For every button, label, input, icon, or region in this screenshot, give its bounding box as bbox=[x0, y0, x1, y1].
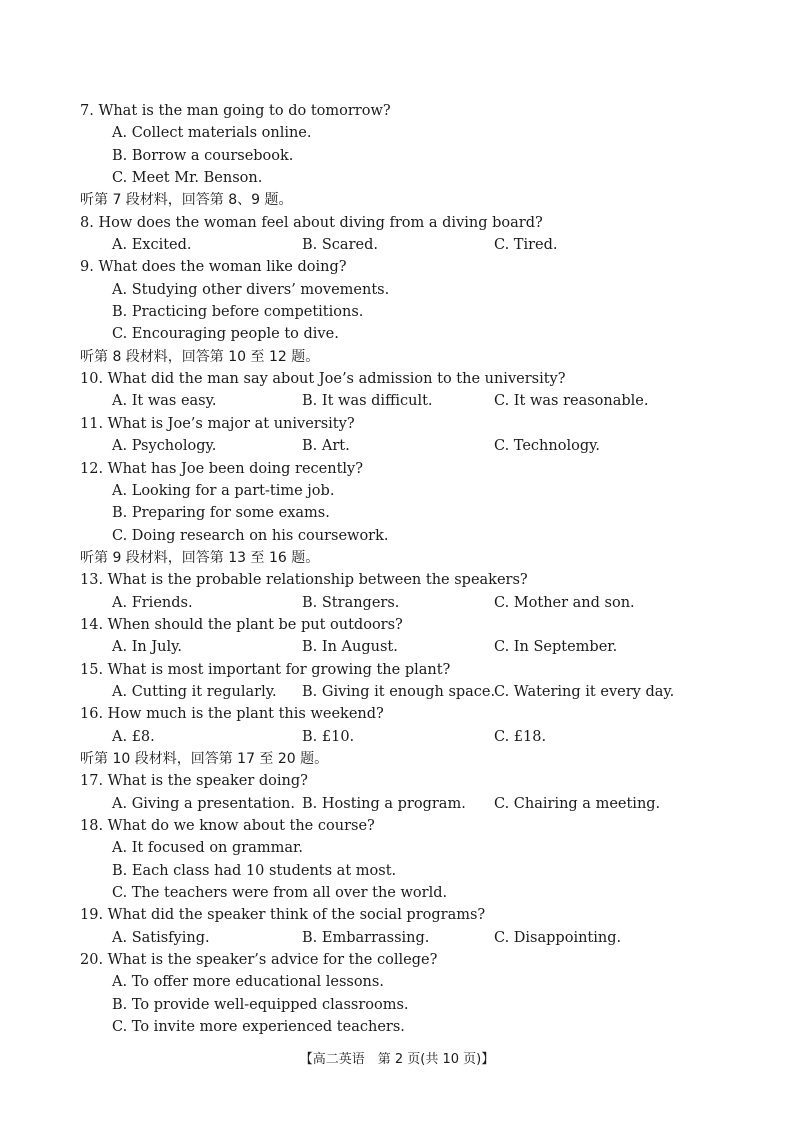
option-14b: B. In August. bbox=[302, 639, 398, 656]
option-20a: A. To offer more educational lessons. bbox=[112, 974, 384, 991]
question-list bbox=[80, 100, 680, 1038]
question-18: 18. What do we know about the course? bbox=[80, 818, 375, 834]
option-10a: A. It was easy. bbox=[112, 393, 217, 410]
option-11c: C. Technology. bbox=[494, 438, 600, 455]
section-heading-9: 听第 9 段材料，回答第 13 至 16 题。 bbox=[80, 549, 320, 566]
option-15a: A. Cutting it regularly. bbox=[112, 683, 277, 700]
option-15c: C. Watering it every day. bbox=[494, 683, 675, 700]
option-17c: C. Chairing a meeting. bbox=[494, 795, 661, 812]
section-heading-7: 听第 7 段材料，回答第 8、9 题。 bbox=[80, 192, 293, 209]
question-14: 14. When should the plant be put outdoors? bbox=[80, 616, 403, 633]
option-16a: A. £8. bbox=[112, 728, 155, 745]
option-10c: C. It was reasonable. bbox=[494, 393, 649, 410]
option-17a: A. Giving a presentation. bbox=[112, 795, 295, 812]
option-7b: B. Borrow a coursebook. bbox=[112, 147, 294, 164]
options-16 bbox=[80, 726, 680, 748]
option-13a: A. Friends. bbox=[112, 594, 193, 611]
section-heading-8: 听第 8 段材料，回答第 10 至 12 题。 bbox=[80, 348, 320, 365]
question-9: 9. What does the woman like doing? bbox=[80, 259, 347, 276]
option-12c: C. Doing research on his coursework. bbox=[112, 527, 389, 544]
question-11: 11. What is Joe’s major at university? bbox=[80, 415, 355, 432]
option-18b: B. Each class had 10 students at most. bbox=[112, 862, 397, 879]
options-13 bbox=[80, 592, 680, 614]
option-15b: B. Giving it enough space. bbox=[302, 683, 496, 700]
question-8: 8. How does the woman feel about diving from a diving board? bbox=[80, 214, 543, 231]
option-17b: B. Hosting a program. bbox=[302, 795, 466, 812]
option-19a: A. Satisfying. bbox=[112, 929, 210, 946]
option-20c: C. To invite more experienced teachers. bbox=[112, 1019, 405, 1036]
option-14c: C. In September. bbox=[494, 639, 618, 656]
question-20: 20. What is the speaker’s advice for the college? bbox=[80, 952, 438, 969]
option-14a: A. In July. bbox=[112, 639, 183, 656]
question-13: 13. What is the probable relationship between the speakers? bbox=[80, 572, 528, 589]
options-11 bbox=[80, 435, 680, 457]
option-8b: B. Scared. bbox=[302, 237, 378, 254]
option-13b: B. Strangers. bbox=[302, 594, 400, 611]
question-19: 19. What did the speaker think of the social programs? bbox=[80, 907, 486, 924]
options-8 bbox=[80, 234, 680, 256]
option-7a: A. Collect materials online. bbox=[112, 125, 312, 142]
option-9a: A. Studying other divers’ movements. bbox=[112, 281, 390, 298]
option-7c: C. Meet Mr. Benson. bbox=[112, 170, 263, 187]
option-13c: C. Mother and son. bbox=[494, 594, 635, 611]
option-8a: A. Excited. bbox=[112, 237, 192, 254]
option-20b: B. To provide well-equipped classrooms. bbox=[112, 996, 409, 1013]
question-15: 15. What is most important for growing the plant? bbox=[80, 661, 451, 678]
option-12a: A. Looking for a part-time job. bbox=[112, 482, 335, 499]
page-footer: 【高二英语 第 2 页(共 10 页)】 bbox=[299, 1052, 495, 1067]
question-17: 17. What is the speaker doing? bbox=[80, 773, 308, 790]
options-10 bbox=[80, 390, 680, 412]
question-7: 7. What is the man going to do tomorrow? bbox=[80, 103, 391, 119]
option-12b: B. Preparing for some exams. bbox=[112, 505, 330, 522]
options-19 bbox=[80, 927, 680, 949]
option-19c: C. Disappointing. bbox=[494, 929, 622, 946]
option-11b: B. Art. bbox=[302, 438, 350, 455]
option-16c: C. £18. bbox=[494, 728, 547, 745]
option-10b: B. It was difficult. bbox=[302, 393, 433, 410]
option-8c: C. Tired. bbox=[494, 237, 558, 254]
options-15 bbox=[80, 681, 680, 703]
option-11a: A. Psychology. bbox=[112, 438, 217, 455]
option-16b: B. £10. bbox=[302, 728, 355, 745]
option-9b: B. Practicing before competitions. bbox=[112, 304, 364, 321]
option-18c: C. The teachers were from all over the world. bbox=[112, 885, 448, 902]
option-18a: A. It focused on grammar. bbox=[112, 840, 303, 857]
question-16: 16. How much is the plant this weekend? bbox=[80, 706, 384, 723]
option-9c: C. Encouraging people to dive. bbox=[112, 326, 339, 343]
question-12: 12. What has Joe been doing recently? bbox=[80, 460, 364, 477]
options-14 bbox=[80, 636, 680, 658]
option-19b: B. Embarrassing. bbox=[302, 929, 430, 946]
question-10: 10. What did the man say about Joe’s admission to the university? bbox=[80, 371, 566, 388]
options-17 bbox=[80, 793, 680, 815]
section-heading-10: 听第 10 段材料，回答第 17 至 20 题。 bbox=[80, 750, 329, 767]
